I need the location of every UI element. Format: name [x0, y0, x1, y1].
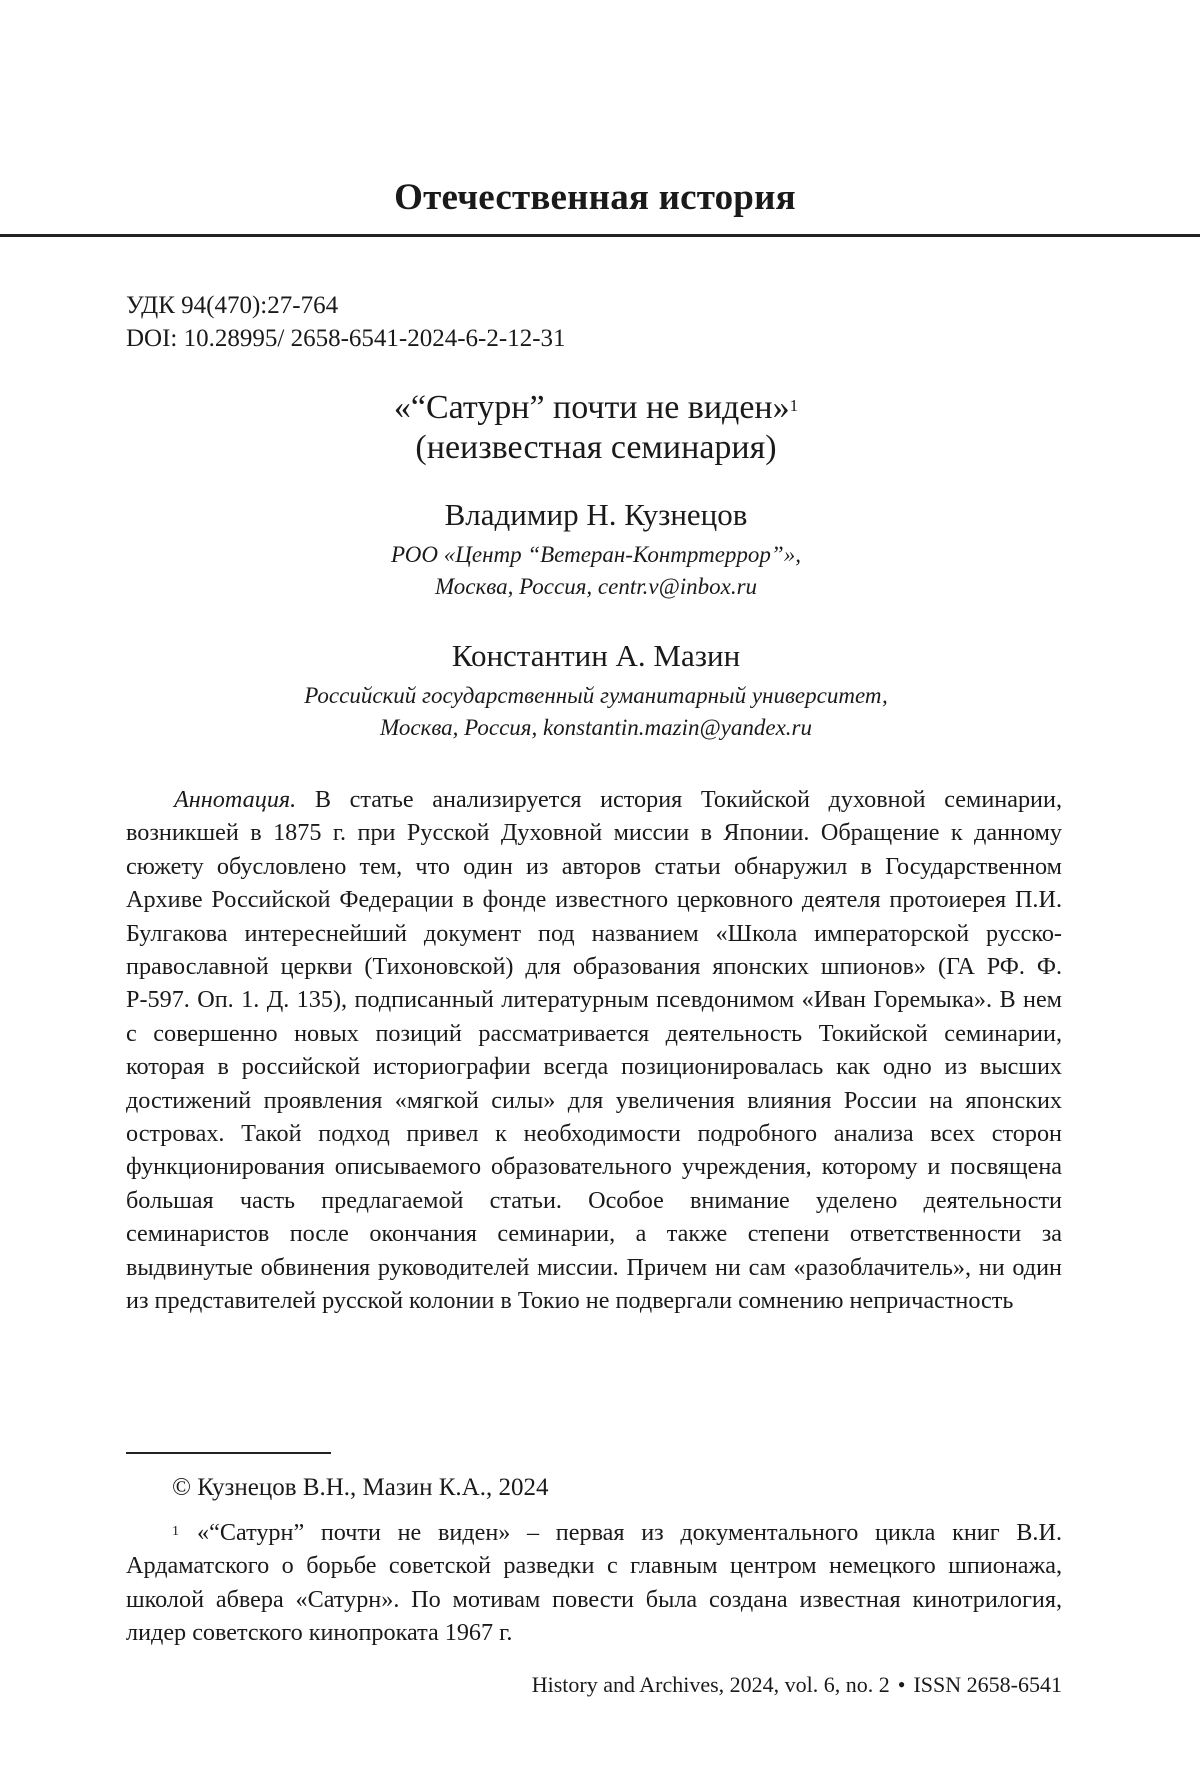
abstract: [126, 783, 1062, 1318]
author-block: [126, 636, 1066, 744]
article-meta: [126, 289, 566, 355]
article-title-line1: «“Сатурн” почти не виден»: [394, 389, 790, 426]
udc-code: УДК 94(470):27-764: [126, 289, 566, 322]
section-heading: Отечественная история: [0, 176, 1190, 219]
article-title-line2: (неизвестная семинария): [415, 429, 776, 466]
footnote-number: 1: [172, 1524, 179, 1539]
section-divider: [0, 234, 1200, 237]
abstract-text: В статье анализируется история Токийской духовной семинарии, возникшей в 1875 г. при Русской Духовной миссии в Японии. Обращение к данному сюжету обусловлено тем, что один из авторов статьи обнаружил в Государственном Архиве Российской Федерации в фонде известного церковного деятеля протоиерея П.И. Булгакова интереснейший документ под названием «Школа императорской русско-православной церкви (Тихоновской) для образования японских шпионов» (ГА РФ. Ф. Р-597. Оп. 1. Д. 135), подписанный литературным псевдонимом «Иван Горемыка». В нем с совершенно новых позиций рассматривается деятельность Токийской семинарии, которая в российской историографии всегда позиционировалась как одно из высших достижений проявления «мягкой силы» для увеличения влияния России на японских островах. Такой подход привел к необходимости подробного анализа всех сторон функционирования описываемого образовательного учреждения, которому и посвящена большая часть предлагаемой статьи. Особое внимание уделено деятельности семинаристов после окончания семинарии, а также степени ответственности за выдвинутые обвинения руководителей миссии. Причем ни сам «разоблачитель», ни один из представителей русской колонии в Токио не подвергали сомнению непричастность: [126, 786, 1062, 1314]
author-location-email: Москва, Россия, konstantin.mazin@yandex.ru: [126, 712, 1066, 744]
author-block: [126, 495, 1066, 603]
footer-separator: •: [890, 1672, 914, 1697]
copyright-notice: © Кузнецов В.Н., Мазин К.А., 2024: [172, 1472, 549, 1504]
title-footnote-mark: 1: [790, 396, 799, 415]
author-affiliation: РОО «Центр “Ветеран-Контртеррор”»,: [126, 539, 1066, 571]
author-location-email: Москва, Россия, centr.v@inbox.ru: [126, 571, 1066, 603]
footnote-divider: [126, 1452, 331, 1454]
journal-citation: History and Archives, 2024, vol. 6, no. 2: [532, 1672, 890, 1697]
journal-footer: [532, 1670, 1062, 1700]
footnote-text: «“Сатурн” почти не виден» – первая из документального цикла книг В.И. Ардаматского о борьбе советской разведки с главным центром немецкого шпионажа, школой абвера «Сатурн». По мотивам повести была создана известная кинотрилогия, лидер советского кинопроката 1967 г.: [126, 1519, 1062, 1646]
article-title: [126, 388, 1066, 468]
doi: DOI: 10.28995/ 2658-6541-2024-6-2-12-31: [126, 322, 566, 355]
author-affiliation: Российский государственный гуманитарный университет,: [126, 680, 1066, 712]
author-name: Владимир Н. Кузнецов: [126, 495, 1066, 535]
journal-issn: ISSN 2658-6541: [913, 1672, 1062, 1697]
author-name: Константин А. Мазин: [126, 636, 1066, 676]
abstract-label: Аннотация.: [174, 786, 296, 813]
footnote-1: [126, 1516, 1062, 1650]
